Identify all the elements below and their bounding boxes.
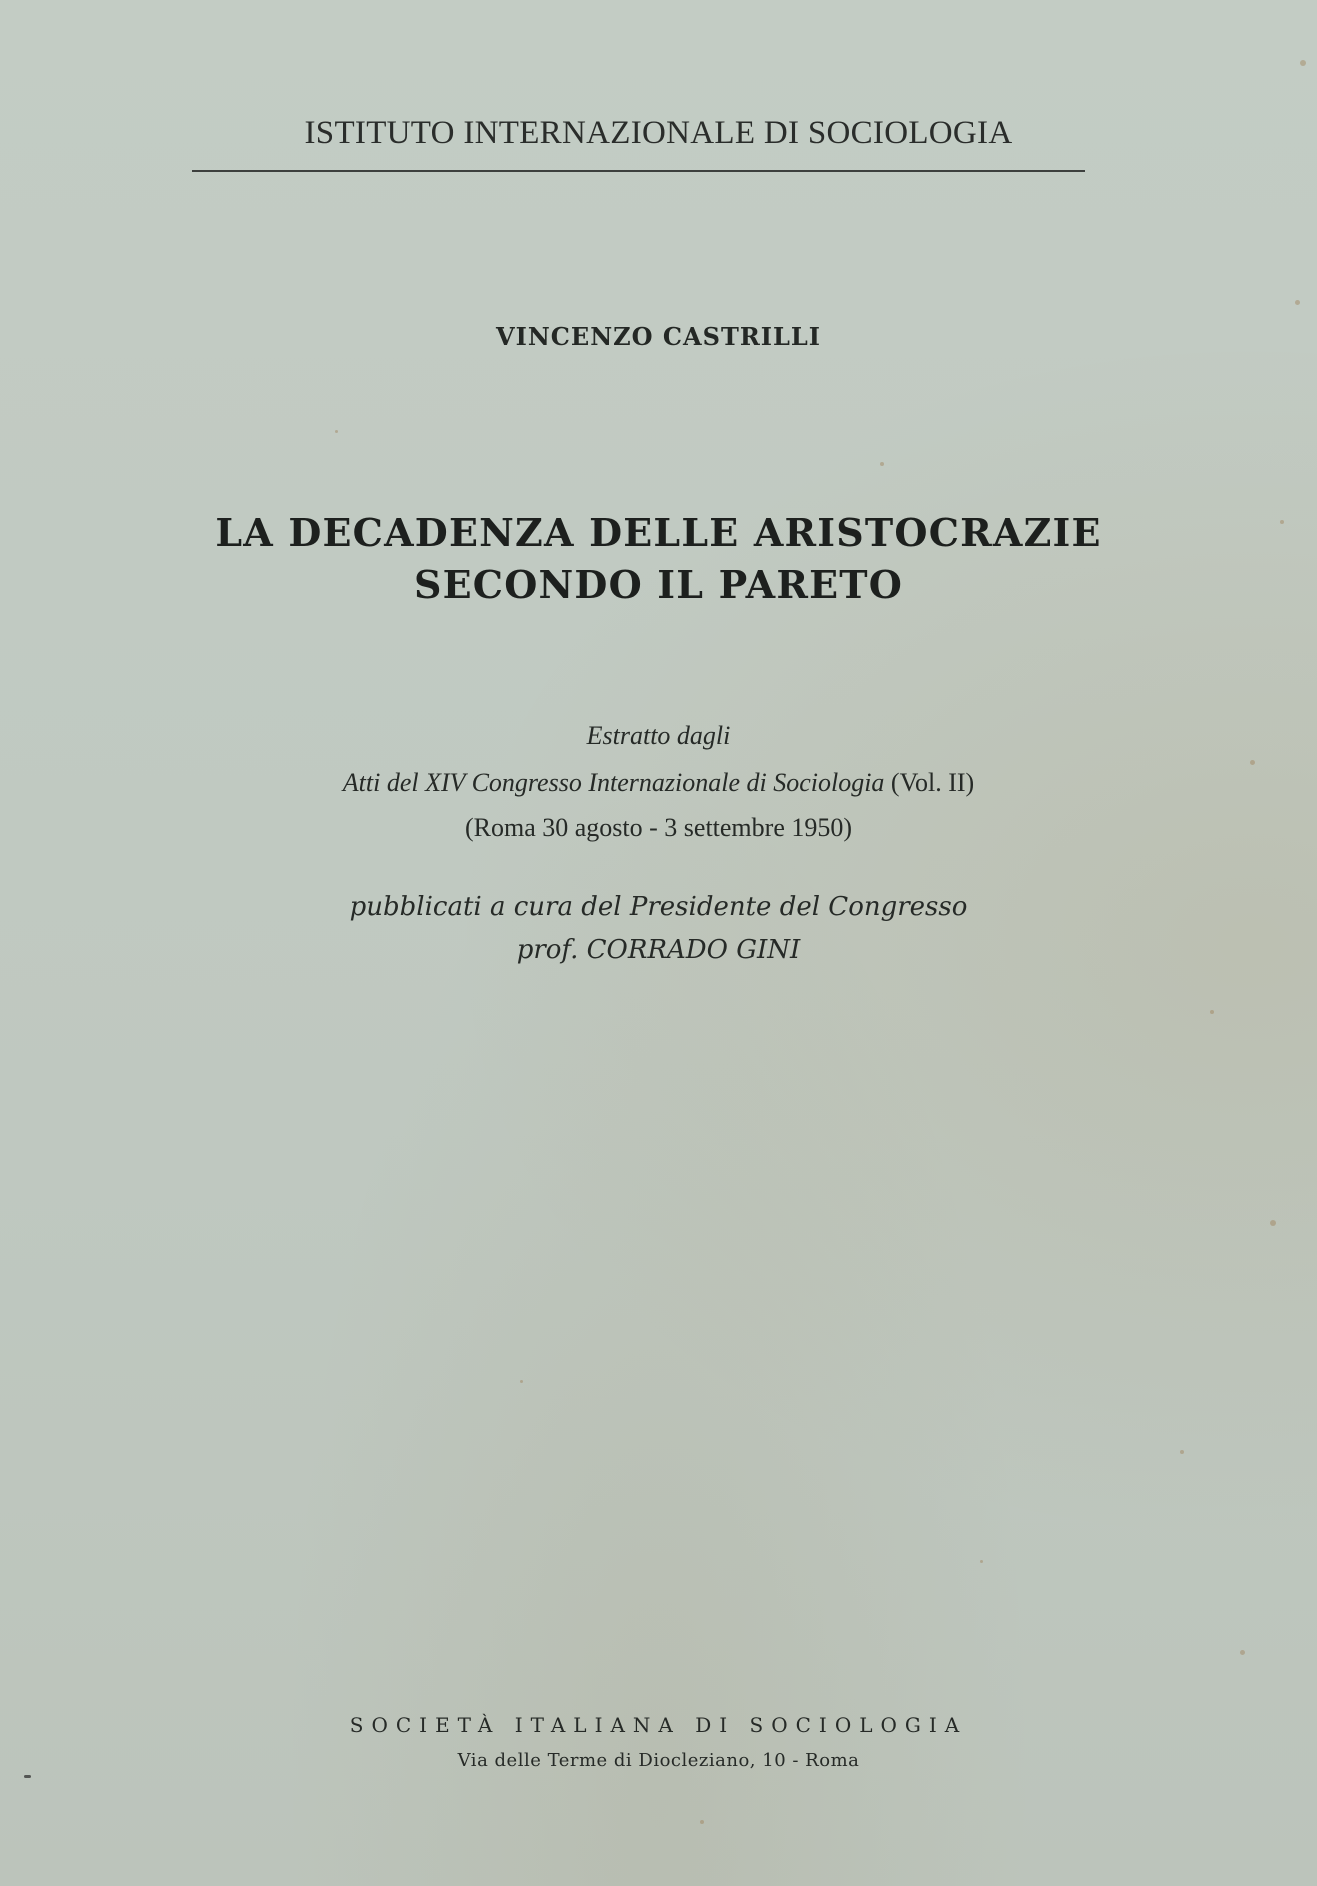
editor-name: prof. CORRADO GINI: [516, 935, 801, 965]
extract-intro: Estratto dagli: [586, 721, 731, 750]
publisher-address: Via delle Terme di Diocleziano, 10 - Roma: [457, 1750, 860, 1771]
title-line-1: LA DECADENZA DELLE ARISTOCRAZIE: [215, 510, 1102, 555]
proceedings-title: Atti del XIV Congresso Internazionale di Sociologia: [342, 768, 885, 797]
publisher-name: SOCIETÀ ITALIANA DI SOCIOLOGIA: [349, 1713, 968, 1737]
extract-proceedings: [0, 768, 1317, 798]
congress-dates: (Roma 30 agosto - 3 settembre 1950): [464, 813, 853, 842]
publication-note: pubblicati a cura del Presidente del Congresso: [349, 892, 968, 922]
author-name: VINCENZO CASTRILLI: [496, 322, 821, 351]
header-rule: [192, 170, 1085, 172]
title-line-2: SECONDO IL PARETO: [413, 562, 904, 607]
proceedings-volume: (Vol. II): [890, 768, 975, 797]
institute-header: ISTITUTO INTERNAZIONALE DI SOCIOLOGIA: [304, 115, 1013, 151]
